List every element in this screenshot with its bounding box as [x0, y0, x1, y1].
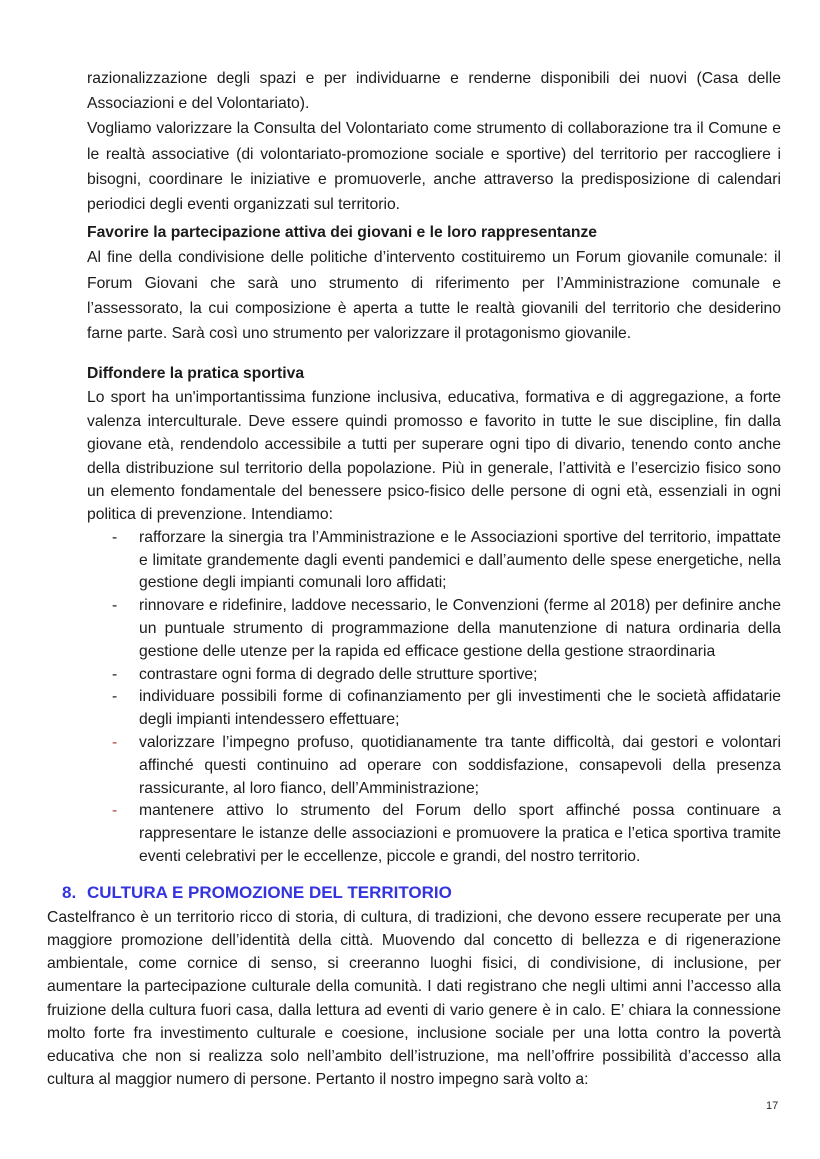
list-item: [87, 800, 781, 868]
dash-marker: -: [112, 665, 118, 683]
list-item-text: rinnovare e ridefinire, laddove necessario, le Convenzioni (ferme al 2018) per definire anche un puntuale strumento di programmazione della manutenzione di natura ordinaria della gestione delle utenze per la rapida ed efficace gestione della gestione straordinaria: [139, 597, 781, 660]
paragraph-cultura: Castelfranco è un territorio ricco di storia, di cultura, di tradizioni, che devono essere recuperate per una maggiore promozione dell’identità della città. Muovendo dal concetto di bellezza e di rigenerazione ambientale, come cornice di senso, si creeranno luoghi fisici, di condivisione, di inclusione, per aumentare la partecipazione culturale della comunità. I dati registrano che negli ultimi anni l’accesso alla fruizione della cultura fuori casa, dalla lettura ad eventi di vario genere è in calo. E’ chiara la connessione molto forte fra investimento culturale e coesione, inclusione sociale per una lotta contro la povertà educativa che non si realizza solo nell’ambito dell’istruzione, ma nell’offrire possibilità d’accesso alla cultura al maggior numero di persone. Pertanto il nostro impegno sarà volto a:: [47, 908, 781, 1089]
list-item-text: contrastare ogni forma di degrado delle strutture sportive;: [139, 665, 538, 683]
list-item-text: rafforzare la sinergia tra l’Amministrazione e le Associazioni sportive del territorio, impattate e limitate grandemente dagli eventi pandemici e dall’aumento delle spese energetiche, nella gestione degli impianti comunali loro affidati;: [139, 528, 781, 592]
paragraph-intro-2: Vogliamo valorizzare la Consulta del Volontariato come strumento di collaborazione tra il Comune e le realtà associative (di volontariato-promozione sociale e sportive) del territorio per raccogliere i bisogni, coordinare le iniziative e promuoverle, anche attraverso la predisposizione di calendari periodici degli eventi organizzati sul territorio.: [87, 120, 781, 214]
list-item: [87, 664, 781, 687]
dash-marker: -: [112, 528, 118, 546]
sport-bullet-list: [87, 527, 781, 869]
document-content: [47, 66, 781, 1091]
list-item-text: individuare possibili forme di cofinanziamento per gli investimenti che le società affidatarie degli impianti intendessero effettuare;: [139, 688, 781, 729]
list-item: [87, 732, 781, 800]
list-item: [87, 595, 781, 663]
dash-marker: -: [112, 597, 118, 615]
page-number: 17: [766, 1100, 779, 1112]
section-8-heading: [54, 880, 781, 906]
list-item: [87, 527, 781, 595]
paragraph-sport: Lo sport ha un'importantissima funzione inclusiva, educativa, formativa e di aggregazione, a forte valenza interculturale. Deve essere quindi promosso e favorito in tutte le sue discipline, fin dalla giovane età, rendendolo accessibile a tutti per superare ogni tipo di divario, tenendo conto anche della distribuzione sul territorio della popolazione. Più in generale, l’attività e l’esercizio fisico sono un elemento fondamentale del benessere psico-fisico delle persone di ogni età, essenziali in ogni politica di prevenzione. Intendiamo:: [87, 389, 781, 524]
paragraph-intro-1: razionalizzazione degli spazi e per individuarne e renderne disponibili dei nuovi (Casa delle Associazioni e del Volontariato).: [87, 70, 781, 113]
heading-sport: Diffondere la pratica sportiva: [87, 365, 305, 383]
list-item: [87, 686, 781, 732]
list-item-text: valorizzare l’impegno profuso, quotidianamente tra tante difficoltà, dai gestori e volontari affinché questi continuino ad operare con soddisfazione, consapevoli della presenza rassicurante, al loro fianco, dell’Amministrazione;: [139, 734, 781, 797]
list-item-text: mantenere attivo lo strumento del Forum dello sport affinché possa continuare a rappresentare le istanze delle associazioni e promuovere la pratica e l’etica sportiva tramite eventi celebrativi per le eccellenze, piccole e grandi, del nostro territorio.: [139, 802, 781, 866]
dash-marker: -: [112, 688, 118, 706]
dash-marker-red: -: [112, 734, 118, 752]
section-title: CULTURA E PROMOZIONE DEL TERRITORIO: [87, 882, 452, 902]
heading-giovani: Favorire la partecipazione attiva dei giovani e le loro rappresentanze: [87, 224, 598, 242]
paragraph-giovani: Al fine della condivisione delle politiche d’intervento costituiremo un Forum giovanile comunale: il Forum Giovani che sarà uno strumento di riferimento per l’Amministrazione comunale e l’assessorato, la cui composizione è aperta a tutte le realtà giovanili del territorio che desiderino farne parte. Sarà così uno strumento per valorizzare il protagonismo giovanile.: [87, 249, 781, 343]
dash-marker-red: -: [112, 802, 118, 820]
section-number: 8.: [62, 882, 77, 902]
